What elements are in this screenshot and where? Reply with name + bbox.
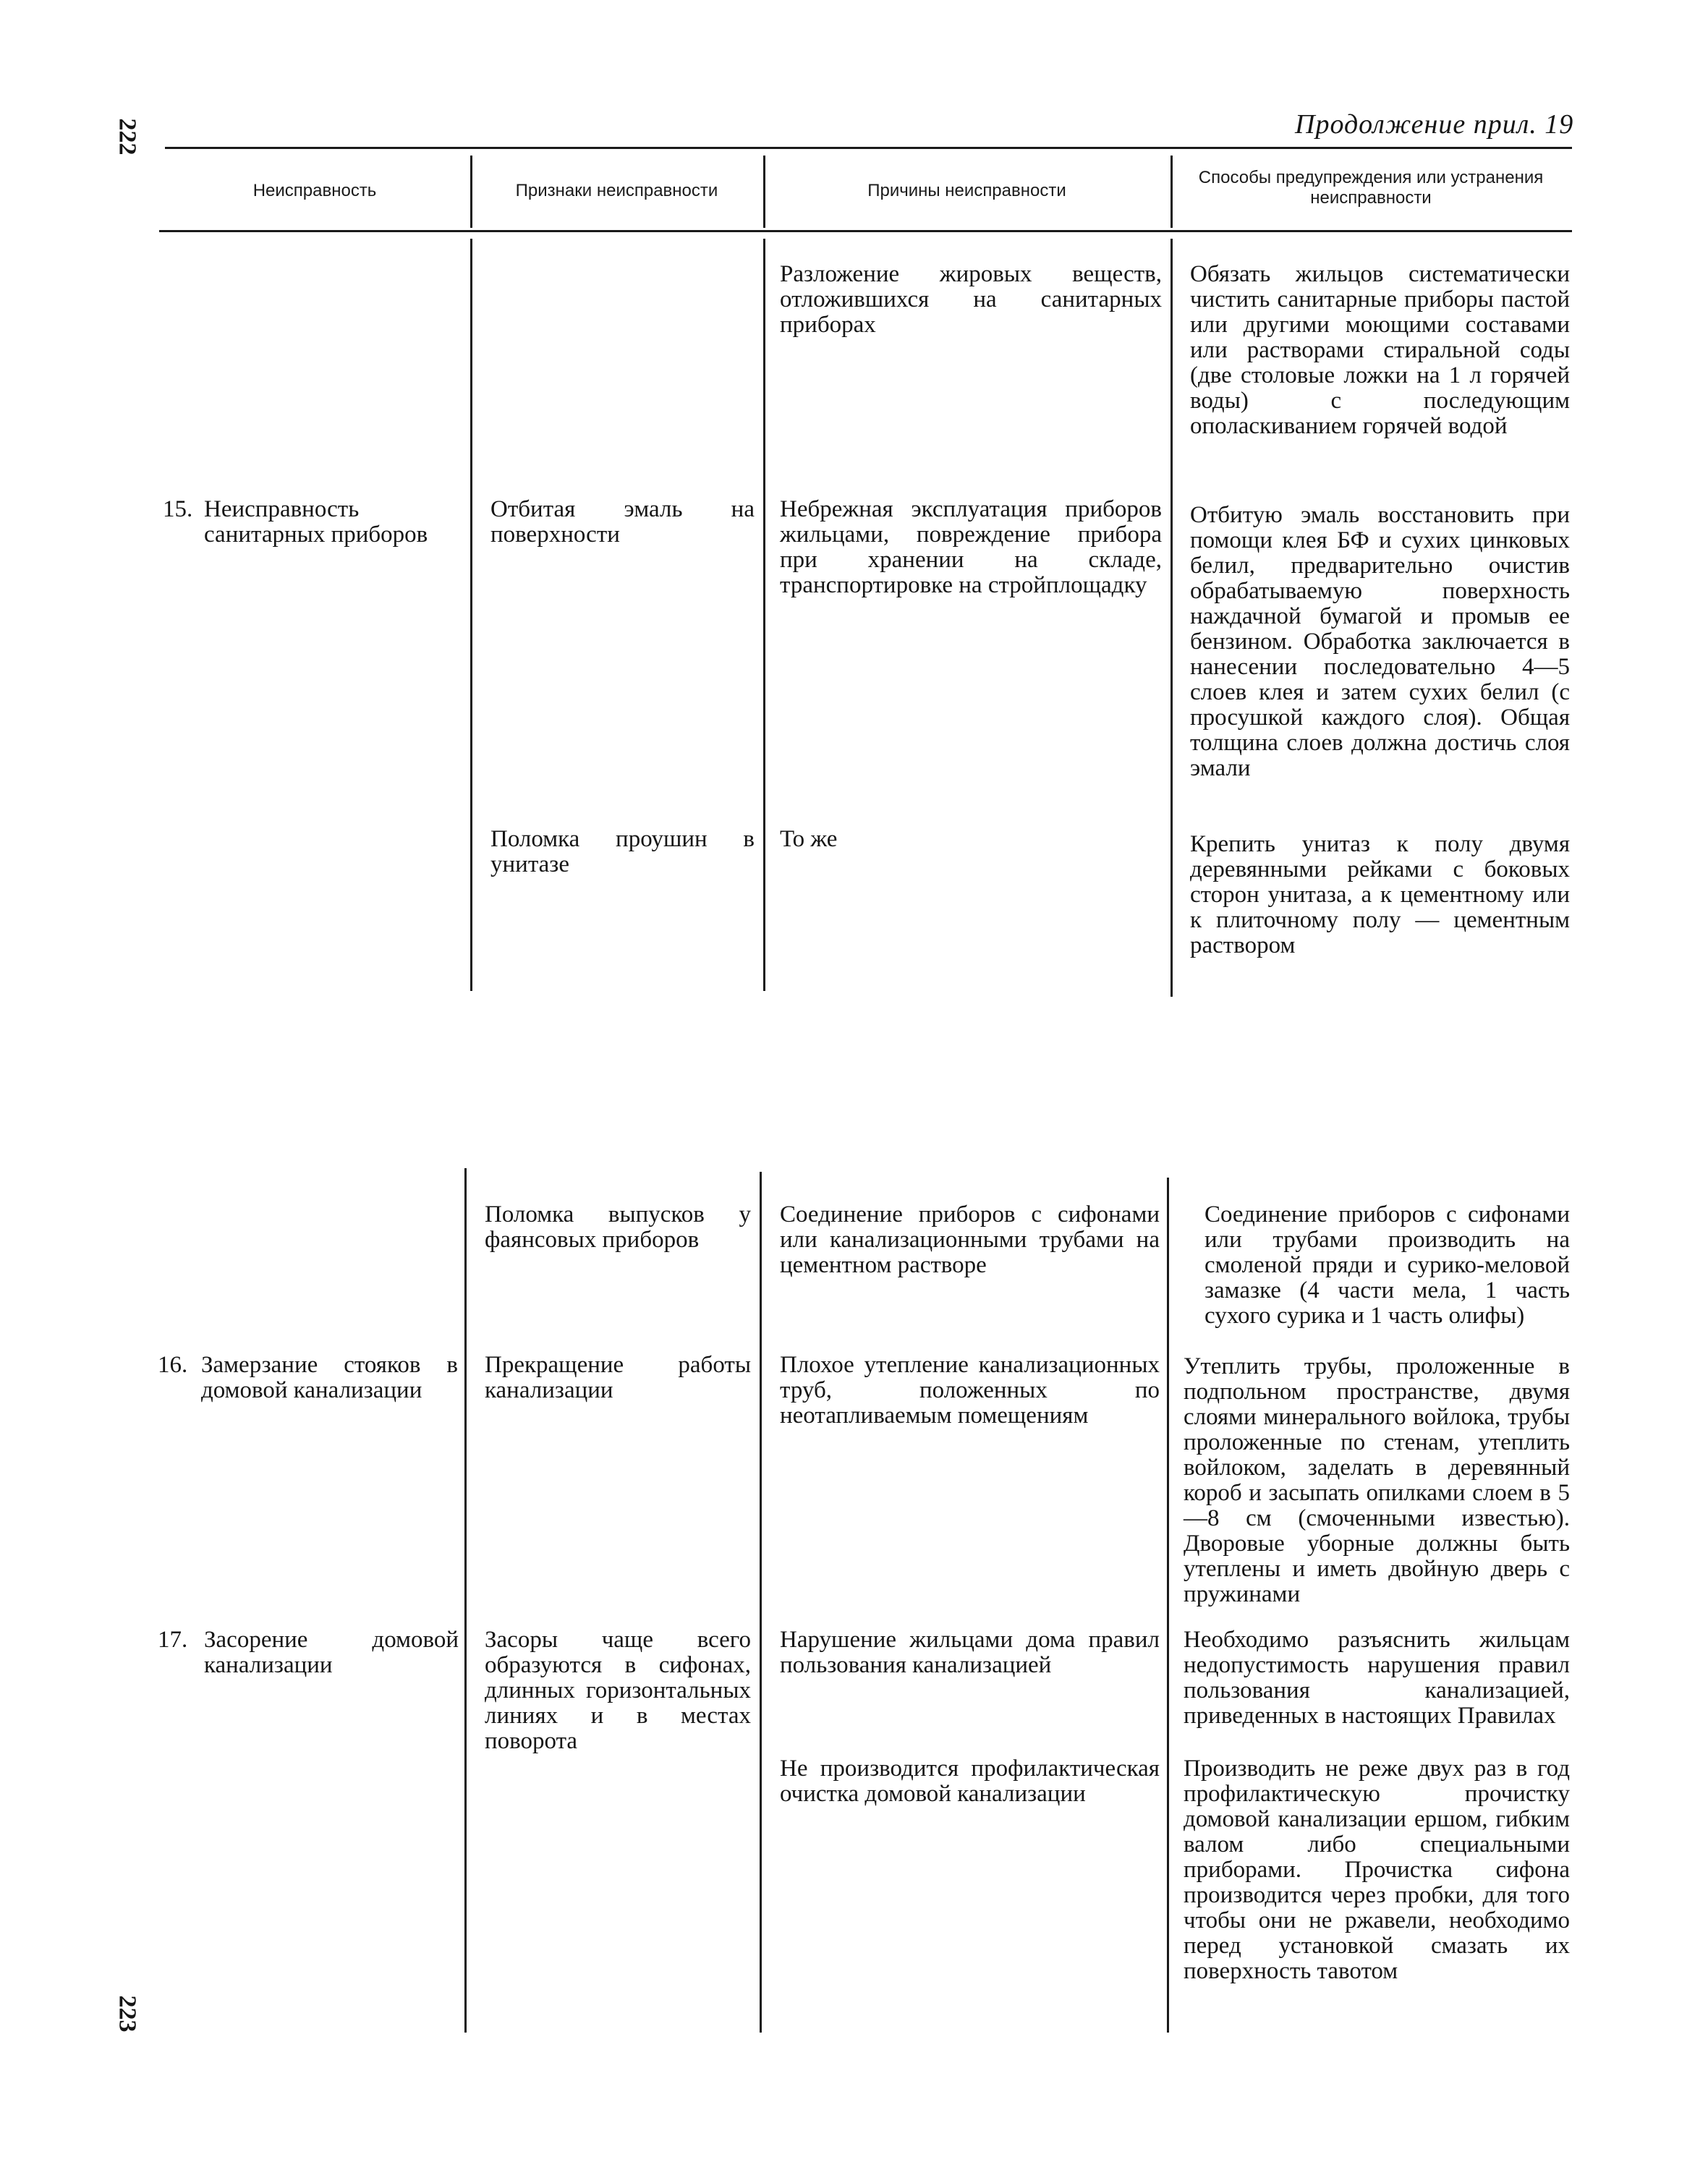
block1-row3-remedy: Крепить унитаз к полу двумя деревянными рейками с боковых сторон унитаза, а к цементному или к плиточному полу — цементным раствором bbox=[1190, 831, 1570, 958]
block2-divider-3 bbox=[1167, 1178, 1169, 2033]
page-number-bottom: 223 bbox=[114, 1995, 141, 2033]
header-bottom-rule bbox=[159, 230, 1572, 232]
column-header-causes: Причины неисправности bbox=[867, 181, 1066, 200]
block1-row3-sign: Поломка проушин в унитазе bbox=[490, 826, 755, 877]
block2-row1-sign: Поломка выпусков у фаянсовых приборов bbox=[485, 1201, 751, 1253]
block2-row3-number: 17. bbox=[158, 1627, 188, 1653]
header-divider-3 bbox=[1170, 156, 1173, 228]
page-number-top: 222 bbox=[114, 118, 141, 156]
header-divider-1 bbox=[470, 156, 472, 228]
block2-row1-remedy: Соединение приборов с сифонами или трубами производить на смоленой пряди и сурико-меловой замазке (4 части мела, 1 часть сухого сурика и 1 часть олифы) bbox=[1204, 1201, 1570, 1329]
block2-row3-remedy: Необходимо разъяснить жильцам недопустимость нарушения правил пользования канализацией, приведенных в настоящих Правилах bbox=[1184, 1627, 1570, 1729]
block1-row2-sign: Отбитая эмаль на поверхности bbox=[490, 496, 755, 548]
block2-row3-fault: Засорение домовой канализации bbox=[204, 1627, 459, 1678]
block2-row2-remedy: Утеплить трубы, проложенные в подпольном пространстве, двумя слоями минерального войлока, трубы проложенные по стенам, утеплить войлоком, заделать в деревянный короб и засыпать опилками слоем в 5—8 см (смоченными известью). Дворовые уборные должны быть утеплены и иметь двойную дверь с пружинами bbox=[1184, 1353, 1570, 1607]
column-header-remedies: Способы предупреждения или устранения неисправности bbox=[1198, 168, 1544, 208]
block1-row1-cause: Разложение жировых веществ, отложившихся на санитарных приборах bbox=[780, 261, 1162, 338]
block1-divider-2 bbox=[763, 239, 765, 991]
block2-row2-sign: Прекращение работы канализации bbox=[485, 1352, 751, 1403]
block1-row3-cause: То же bbox=[780, 826, 838, 852]
header-divider-2 bbox=[763, 156, 765, 228]
block1-row2-number: 15. bbox=[163, 496, 193, 522]
column-header-fault: Неисправность bbox=[252, 181, 377, 200]
block2-row1-cause: Соединение приборов с сифонами или канализационными трубами на цементном растворе bbox=[780, 1201, 1160, 1278]
column-header-signs: Признаки неисправности bbox=[515, 181, 718, 200]
block1-divider-3 bbox=[1170, 239, 1173, 997]
block1-row1-remedy: Обязать жильцов систематически чистить санитарные приборы пастой или другими моющими составами или растворами стиральной соды (две столовые ложки на 1 л горячей воды) с последующим ополаскиванием горячей водой bbox=[1190, 261, 1570, 439]
block2-row3-cause: Нарушение жильцами дома правил пользования канализацией bbox=[780, 1627, 1160, 1678]
block1-row2-remedy: Отбитую эмаль восстановить при помощи клея БФ и сухих цинковых белил, предварительно очистив обрабатываемую поверхность наждачной бумагой и промыв ее бензином. Обработка заключается в нанесении последовательно 4—5 слоев клея и затем сухих белил (с просушкой каждого слоя). Общая толщина слоев должна достичь слоя эмали bbox=[1190, 502, 1570, 781]
header-top-rule bbox=[165, 147, 1572, 149]
block2-divider-1 bbox=[464, 1168, 467, 2033]
block2-row3-sign: Засоры чаще всего образуются в сифонах, длинных горизонтальных линиях и в местах поворота bbox=[485, 1627, 751, 1754]
block1-divider-1 bbox=[470, 239, 472, 991]
block2-row2-number: 16. bbox=[158, 1352, 188, 1378]
block1-row2-cause: Небрежная эксплуатация приборов жильцами, повреждение прибора при хранении на складе, транспортировке на стройплощадку bbox=[780, 496, 1162, 598]
block2-row4-cause: Не производится профилактическая очистка домовой канализации bbox=[780, 1756, 1160, 1807]
block1-row2-fault: Неисправность санитарных приборов bbox=[204, 496, 428, 548]
block2-row2-fault: Замерзание стояков в домовой канализации bbox=[201, 1352, 458, 1403]
block2-divider-2 bbox=[760, 1172, 762, 2033]
block2-row2-cause: Плохое утепление канализационных труб, положенных по неотапливаемым помещениям bbox=[780, 1352, 1160, 1429]
continuation-title: Продолжение прил. 19 bbox=[1295, 109, 1574, 140]
block2-row4-remedy: Производить не реже двух раз в год профилактическую прочистку домовой канализации ершом, гибким валом либо специальными приборами. Прочистка сифона производится через пробки, для того чтобы они не ржавели, необходимо перед установкой смазать их поверхность тавотом bbox=[1184, 1756, 1570, 1984]
